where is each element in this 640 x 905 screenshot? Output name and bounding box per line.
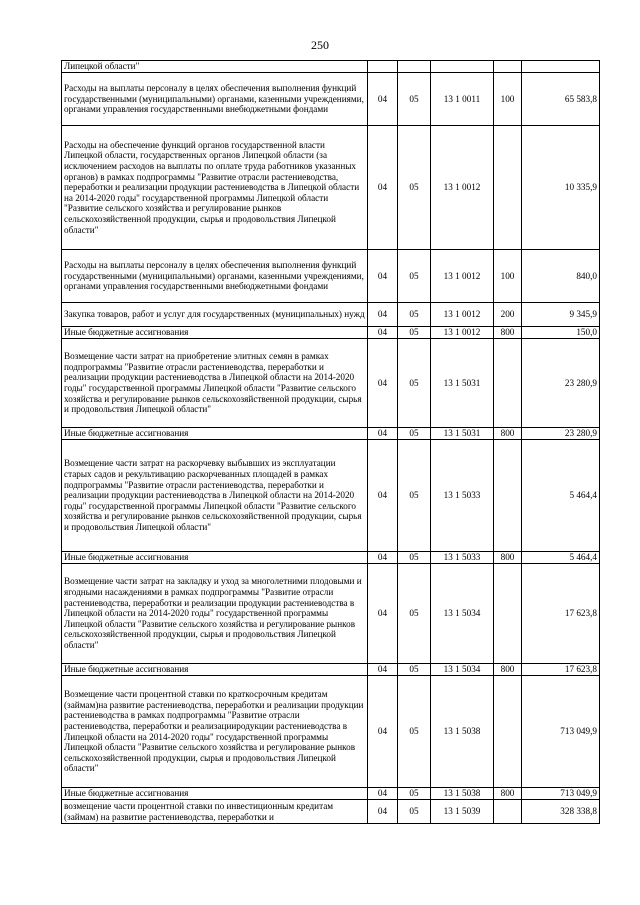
target-article-code-cell: 13 1 0012 [431,303,494,327]
expense-type-code-cell [494,676,522,788]
section-code-cell: 04 [368,339,398,428]
subsection-code-cell: 05 [398,327,431,339]
amount-cell: 150,0 [522,327,600,339]
amount-cell: 17 623,8 [522,664,600,676]
section-code-cell [368,61,398,73]
expense-name-cell: Иные бюджетные ассигнования [62,552,368,564]
expense-name-cell: возмещение части процентной ставки по инвестиционным кредитам (займам) на развитие растениеводства, переработки и [62,800,368,824]
target-article-code-cell: 13 1 5034 [431,664,494,676]
table-row [62,788,600,800]
subsection-code-cell: 05 [398,250,431,303]
subsection-code-cell: 05 [398,73,431,126]
amount-cell: 65 583,8 [522,73,600,126]
expense-type-code-cell: 200 [494,303,522,327]
table-row [62,552,600,564]
target-article-code-cell: 13 1 0012 [431,327,494,339]
expense-name-cell: Закупка товаров, работ и услуг для государственных (муниципальных) нужд [62,303,368,327]
target-article-code-cell: 13 1 0012 [431,126,494,250]
expense-name-cell: Возмещение части затрат на закладку и уход за многолетними плодовыми и ягодными насаждениями в рамках подпрограммы "Развитие отрасли растениеводства, переработки и реализации продукции растениеводства в Липецкой области на 2014-2020 годы" государственной программы Липецкой области "Развитие сельского хозяйства и регулирование рынков сельскохозяйственной продукции, сырья и продовольствия Липецкой области" [62,564,368,664]
section-code-cell: 04 [368,676,398,788]
expense-name-cell: Расходы на выплаты персоналу в целях обеспечения выполнения функций государственными (муниципальными) органами, казенными учреждениями, органами управления государственными внебюджетными фондами [62,73,368,126]
subsection-code-cell: 05 [398,564,431,664]
section-code-cell: 04 [368,800,398,824]
subsection-code-cell: 05 [398,303,431,327]
target-article-code-cell: 13 1 5033 [431,440,494,552]
expense-type-code-cell: 800 [494,788,522,800]
table-row [62,564,600,664]
subsection-code-cell: 05 [398,339,431,428]
amount-cell: 328 338,8 [522,800,600,824]
budget-table-body [62,61,600,824]
section-code-cell: 04 [368,428,398,440]
amount-cell: 713 049,9 [522,788,600,800]
table-row [62,428,600,440]
table-row [62,440,600,552]
target-article-code-cell: 13 1 5034 [431,564,494,664]
expense-name-cell: Возмещение части затрат на приобретение элитных семян в рамках подпрограммы "Развитие отрасли растениеводства, переработки и реализации продукции растениеводства в Липецкой области на 2014-2020 годы" государственной программы Липецкой области "Развитие сельского хозяйства и регулирование рынков сельскохозяйственной продукции, сырья и продовольствия Липецкой области" [62,339,368,428]
expense-name-cell: Возмещение части процентной ставки по краткосрочным кредитам (займам)на развитие растениеводства, переработки и реализации продукции растениеводства в рамках подпрограммы "Развитие отрасли растениеводства, переработки и реализацииродукции растениеводства в Липецкой области на 2014-2020 годы" государственной программы Липецкой области "Развитие сельского хозяйства и регулирование рынков сельскохозяйственной продукции, сырья и продовольствия Липецкой области" [62,676,368,788]
amount-cell: 9 345,9 [522,303,600,327]
expense-name-cell: Иные бюджетные ассигнования [62,428,368,440]
expense-type-code-cell [494,61,522,73]
expense-name-cell: Расходы на обеспечение функций органов государственной власти Липецкой области, государственных органов Липецкой области (за исключением расходов на выплаты по оплате труда работников указанных органов) в рамках подпрограммы "Развитие отрасли растениеводства, переработки и реализации продукции растениеводства в Липецкой области на 2014-2020 годы" государственной программы Липецкой области "Развитие сельского хозяйства и регулирование рынков сельскохозяйственной продукции, сырья и продовольствия Липецкой области" [62,126,368,250]
table-row [62,73,600,126]
amount-cell: 23 280,9 [522,428,600,440]
subsection-code-cell: 05 [398,440,431,552]
expense-type-code-cell [494,440,522,552]
expense-type-code-cell [494,800,522,824]
section-code-cell: 04 [368,126,398,250]
expense-name-cell: Расходы на выплаты персоналу в целях обеспечения выполнения функций государственными (муниципальными) органами, казенными учреждениями, органами управления государственными внебюджетными фондами [62,250,368,303]
section-code-cell: 04 [368,564,398,664]
subsection-code-cell: 05 [398,676,431,788]
table-row [62,126,600,250]
budget-table [61,60,600,824]
table-row [62,800,600,824]
table-row [62,303,600,327]
expense-type-code-cell: 800 [494,664,522,676]
target-article-code-cell [431,61,494,73]
expense-name-cell: Иные бюджетные ассигнования [62,327,368,339]
section-code-cell: 04 [368,552,398,564]
expense-type-code-cell: 800 [494,327,522,339]
expense-type-code-cell: 100 [494,73,522,126]
target-article-code-cell: 13 1 5033 [431,552,494,564]
target-article-code-cell: 13 1 5038 [431,788,494,800]
subsection-code-cell: 05 [398,788,431,800]
table-row [62,61,600,73]
amount-cell [522,61,600,73]
section-code-cell: 04 [368,303,398,327]
expense-type-code-cell [494,564,522,664]
subsection-code-cell: 05 [398,552,431,564]
amount-cell: 10 335,9 [522,126,600,250]
target-article-code-cell: 13 1 0012 [431,250,494,303]
expense-type-code-cell [494,339,522,428]
section-code-cell: 04 [368,440,398,552]
section-code-cell: 04 [368,250,398,303]
subsection-code-cell [398,61,431,73]
amount-cell: 17 623,8 [522,564,600,664]
table-row [62,327,600,339]
amount-cell: 713 049,9 [522,676,600,788]
expense-name-cell: Иные бюджетные ассигнования [62,664,368,676]
subsection-code-cell: 05 [398,800,431,824]
section-code-cell: 04 [368,327,398,339]
target-article-code-cell: 13 1 0011 [431,73,494,126]
expense-type-code-cell: 800 [494,552,522,564]
expense-name-cell: Иные бюджетные ассигнования [62,788,368,800]
amount-cell: 5 464,4 [522,552,600,564]
expense-name-cell: Возмещение части затрат на раскорчевку выбывших из эксплуатации старых садов и рекультивацию раскорчеванных площадей в рамках подпрограммы "Развитие отрасли растениеводства, переработки и реализации продукции растениеводства в Липецкой области на 2014-2020 годы" государственной программы Липецкой области "Развитие сельского хозяйства и регулирование рынков сельскохозяйственной продукции, сырья и продовольствия Липецкой области" [62,440,368,552]
table-row [62,664,600,676]
expense-type-code-cell [494,126,522,250]
amount-cell: 23 280,9 [522,339,600,428]
target-article-code-cell: 13 1 5031 [431,339,494,428]
section-code-cell: 04 [368,664,398,676]
table-row [62,676,600,788]
section-code-cell: 04 [368,788,398,800]
target-article-code-cell: 13 1 5031 [431,428,494,440]
amount-cell: 5 464,4 [522,440,600,552]
amount-cell: 840,0 [522,250,600,303]
subsection-code-cell: 05 [398,664,431,676]
table-row [62,250,600,303]
section-code-cell: 04 [368,73,398,126]
target-article-code-cell: 13 1 5039 [431,800,494,824]
subsection-code-cell: 05 [398,428,431,440]
expense-name-cell: Липецкой области" [62,61,368,73]
expense-type-code-cell: 800 [494,428,522,440]
expense-type-code-cell: 100 [494,250,522,303]
table-row [62,339,600,428]
subsection-code-cell: 05 [398,126,431,250]
target-article-code-cell: 13 1 5038 [431,676,494,788]
page-number: 250 [311,38,329,52]
